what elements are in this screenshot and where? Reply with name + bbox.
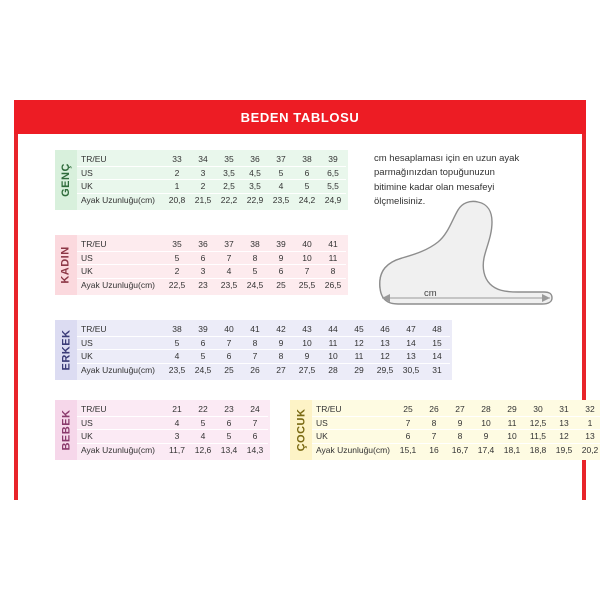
cell: 23: [216, 403, 242, 416]
cell: 3,5: [216, 166, 242, 180]
table-row: [312, 403, 600, 416]
cell: 7: [242, 416, 268, 430]
row-label: TR/EU: [77, 238, 164, 251]
cell: 3: [190, 265, 216, 279]
cell: 23,5: [168, 364, 186, 375]
cell: 11,5: [525, 430, 551, 444]
table-row: [312, 443, 600, 456]
table: [77, 323, 450, 377]
cell: 26: [250, 364, 260, 375]
table-row: [77, 336, 450, 350]
cell: 7: [216, 336, 242, 350]
row-label: UK: [77, 265, 164, 279]
cell: 8: [268, 350, 294, 364]
cell: 23: [198, 279, 208, 290]
cell: 42: [268, 323, 294, 336]
row-label: US: [77, 251, 164, 265]
cell: 5: [294, 180, 320, 194]
cell: 35: [216, 153, 242, 166]
cell: 5: [242, 265, 268, 279]
cell: 29: [354, 364, 364, 375]
table-bebek: [77, 400, 270, 460]
table-row: [77, 278, 346, 291]
cell: 6: [294, 166, 320, 180]
cell: 11: [346, 350, 372, 364]
cell: 36: [190, 238, 216, 251]
cell: 4,5: [242, 166, 268, 180]
cell: 12,6: [194, 444, 212, 455]
cell: 39: [320, 153, 346, 166]
cell: 13,4: [220, 444, 238, 455]
cell: 24,2: [298, 194, 316, 205]
cell: 21,5: [194, 194, 212, 205]
cell: 26: [421, 403, 447, 416]
row-label: TR/EU: [77, 153, 164, 166]
cell: 24: [242, 403, 268, 416]
table-row: [77, 416, 268, 430]
cell: 6: [190, 251, 216, 265]
cell: 36: [242, 153, 268, 166]
row-label: Ayak Uzunluğu(cm): [81, 194, 156, 205]
cell: 6: [242, 430, 268, 444]
cell: 13: [551, 416, 577, 430]
table: [312, 403, 600, 457]
cell: 2,5: [216, 180, 242, 194]
cell: 4: [216, 265, 242, 279]
cell: 46: [372, 323, 398, 336]
table-row: [77, 166, 346, 180]
cell: 17,4: [477, 444, 495, 455]
cell: 44: [320, 323, 346, 336]
cell: 48: [424, 323, 450, 336]
cell: 24,5: [246, 279, 264, 290]
cell: 41: [320, 238, 346, 251]
cell: 47: [398, 323, 424, 336]
cell: 4: [268, 180, 294, 194]
cell: 19,5: [555, 444, 573, 455]
cell: 7: [294, 265, 320, 279]
group-label-kadin: KADIN: [55, 235, 77, 295]
cell: 16: [429, 444, 439, 455]
cell: 29,5: [376, 364, 394, 375]
cell: 13: [372, 336, 398, 350]
row-label: UK: [312, 430, 395, 444]
cell: 9: [447, 416, 473, 430]
cell: 30,5: [402, 364, 420, 375]
cell: 45: [346, 323, 372, 336]
cell: 8: [320, 265, 346, 279]
cell: 6: [190, 336, 216, 350]
cell: 10: [499, 430, 525, 444]
cell: 29: [499, 403, 525, 416]
cell: 25: [276, 279, 286, 290]
cell: 14,3: [246, 444, 264, 455]
cell: 35: [164, 238, 190, 251]
table-row: [77, 265, 346, 279]
foot-diagram: [372, 196, 562, 311]
cell: 20,8: [168, 194, 186, 205]
cell: 5: [190, 350, 216, 364]
cell: 40: [294, 238, 320, 251]
table-row: [77, 251, 346, 265]
cell: 41: [242, 323, 268, 336]
cell: 43: [294, 323, 320, 336]
cell: 28: [328, 364, 338, 375]
cell: 7: [395, 416, 421, 430]
row-label: Ayak Uzunluğu(cm): [81, 444, 156, 455]
cell: 24,9: [324, 194, 342, 205]
cell: 34: [190, 153, 216, 166]
cell: 6: [395, 430, 421, 444]
cell: 39: [268, 238, 294, 251]
cell: 9: [268, 336, 294, 350]
cell: 12: [551, 430, 577, 444]
row-label: UK: [77, 180, 164, 194]
table-genc: [77, 150, 348, 210]
cell: 37: [268, 153, 294, 166]
table-row: [77, 238, 346, 251]
cell: 13: [577, 430, 600, 444]
cell: 27: [276, 364, 286, 375]
cell: 11: [320, 251, 346, 265]
cell: 13: [398, 350, 424, 364]
cell: 30: [525, 403, 551, 416]
cell: 31: [432, 364, 442, 375]
cell: 15: [424, 336, 450, 350]
table-row: [77, 323, 450, 336]
cell: 12: [346, 336, 372, 350]
cell: 20,2: [581, 444, 599, 455]
table-row: [312, 430, 600, 444]
group-label-genc: GENÇ: [55, 150, 77, 210]
cell: 14: [424, 350, 450, 364]
table-row: [77, 180, 346, 194]
cell: 21: [164, 403, 190, 416]
cell: 15,1: [399, 444, 417, 455]
row-label: TR/EU: [312, 403, 395, 416]
cell: 3: [164, 430, 190, 444]
cell: 10: [473, 416, 499, 430]
cell: 1: [577, 416, 600, 430]
table: [77, 403, 268, 457]
cell: 2: [190, 180, 216, 194]
cell: 28: [473, 403, 499, 416]
row-label: UK: [77, 350, 164, 364]
cell: 8: [242, 336, 268, 350]
table-row: [312, 416, 600, 430]
cell: 12: [372, 350, 398, 364]
cell: 4: [164, 416, 190, 430]
row-label: US: [77, 416, 164, 430]
table-row: [77, 430, 268, 444]
table-row: [77, 443, 268, 456]
cell: 22,5: [168, 279, 186, 290]
cell: 12,5: [525, 416, 551, 430]
cell: 16,7: [451, 444, 469, 455]
table-cocuk: [312, 400, 600, 460]
row-label: TR/EU: [77, 403, 164, 416]
cell: 5: [216, 430, 242, 444]
cell: 5,5: [320, 180, 346, 194]
group-label-cocuk: ÇOCUK: [290, 400, 312, 460]
measurement-note: cm hesaplaması için en uzun ayak parmağınızdan topuğunuzun bitimine kadar olan mesafeyi ölçmelisiniz.: [374, 153, 520, 207]
table-row: [77, 153, 346, 166]
cell: 22,2: [220, 194, 238, 205]
cell: 9: [473, 430, 499, 444]
cell: 2: [164, 166, 190, 180]
cell: 33: [164, 153, 190, 166]
table-block-cocuk: [290, 400, 600, 460]
cell: 3,5: [242, 180, 268, 194]
cell: 6,5: [320, 166, 346, 180]
table-row: [77, 350, 450, 364]
cell: 10: [320, 350, 346, 364]
cell: 37: [216, 238, 242, 251]
table-kadin: [77, 235, 348, 295]
table-block-erkek: [55, 320, 452, 380]
table-block-kadin: [55, 235, 348, 295]
chart-title-bar: [14, 100, 586, 134]
cell: 4: [190, 430, 216, 444]
cell: 11: [320, 336, 346, 350]
cell: 22: [190, 403, 216, 416]
row-label: Ayak Uzunluğu(cm): [81, 364, 156, 375]
row-label: US: [312, 416, 395, 430]
cell: 5: [164, 336, 190, 350]
cell: 8: [447, 430, 473, 444]
cell: 4: [164, 350, 190, 364]
table-row: [77, 363, 450, 376]
cell: 32: [577, 403, 600, 416]
cell: 39: [190, 323, 216, 336]
table: [77, 153, 346, 207]
cell: 27,5: [298, 364, 316, 375]
table-row: [77, 403, 268, 416]
cell: 25,5: [298, 279, 316, 290]
cell: 8: [242, 251, 268, 265]
cell: 25: [224, 364, 234, 375]
table-block-bebek: [55, 400, 270, 460]
cell: 38: [242, 238, 268, 251]
cell: 6: [268, 265, 294, 279]
cell: 22,9: [246, 194, 264, 205]
cell: 8: [421, 416, 447, 430]
row-label: Ayak Uzunluğu(cm): [81, 279, 156, 290]
table: [77, 238, 346, 292]
row-label: TR/EU: [77, 323, 164, 336]
cell: 9: [268, 251, 294, 265]
cell: 31: [551, 403, 577, 416]
cell: 14: [398, 336, 424, 350]
cell: 23,5: [272, 194, 290, 205]
table-block-genc: [55, 150, 348, 210]
cell: 26,5: [324, 279, 342, 290]
cell: 9: [294, 350, 320, 364]
cell: 25: [395, 403, 421, 416]
row-label: US: [77, 166, 164, 180]
table-row: [77, 193, 346, 206]
cell: 7: [242, 350, 268, 364]
cell: 24,5: [194, 364, 212, 375]
cell: 18,1: [503, 444, 521, 455]
page-title: BEDEN TABLOSU: [240, 109, 360, 125]
cell: 5: [164, 251, 190, 265]
measure-arrow-svg: [372, 288, 562, 308]
group-label-bebek: BEBEK: [55, 400, 77, 460]
cell: 27: [447, 403, 473, 416]
table-erkek: [77, 320, 452, 380]
cell: 5: [268, 166, 294, 180]
cell: 38: [294, 153, 320, 166]
cm-label: cm: [424, 288, 437, 299]
cell: 38: [164, 323, 190, 336]
cell: 6: [216, 416, 242, 430]
cell: 2: [164, 265, 190, 279]
cell: 5: [190, 416, 216, 430]
cell: 23,5: [220, 279, 238, 290]
cell: 7: [421, 430, 447, 444]
cell: 7: [216, 251, 242, 265]
row-label: Ayak Uzunluğu(cm): [316, 444, 391, 455]
cell: 3: [190, 166, 216, 180]
row-label: UK: [77, 430, 164, 444]
cell: 6: [216, 350, 242, 364]
cell: 1: [164, 180, 190, 194]
group-label-erkek: ERKEK: [55, 320, 77, 380]
cell: 11,7: [169, 444, 185, 455]
cell: 18,8: [529, 444, 547, 455]
cell: 40: [216, 323, 242, 336]
cell: 10: [294, 336, 320, 350]
cell: 11: [499, 416, 525, 430]
row-label: US: [77, 336, 164, 350]
cell: 10: [294, 251, 320, 265]
